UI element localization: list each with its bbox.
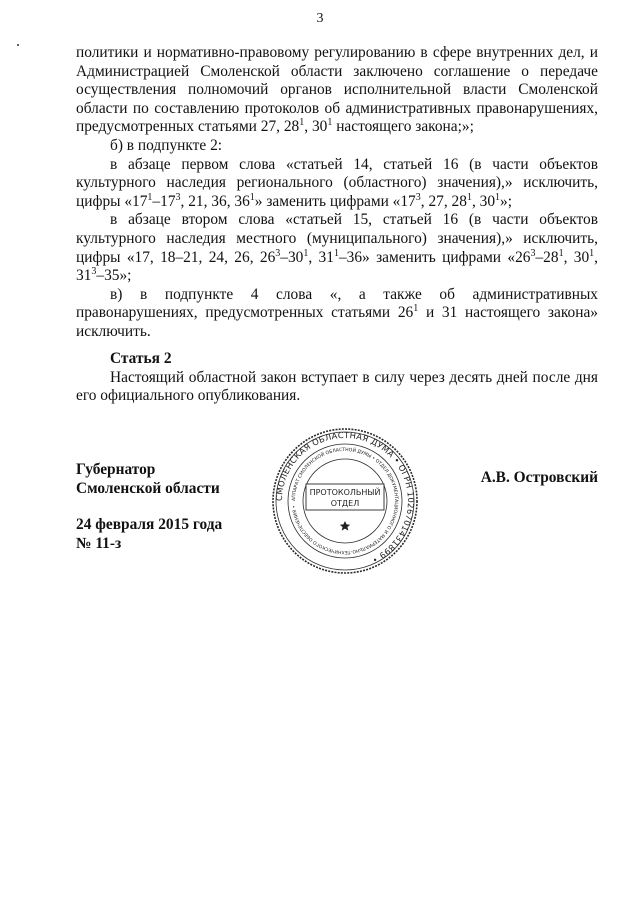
paragraph: в) в подпункте 4 слова «, а также об административных правонарушениях, предусмотренных статьями $26^1$ и 31 настоящего закона» исключить.	[76, 285, 598, 340]
seal-outer-text: СМОЛЕНСКАЯ ОБЛАСТНАЯ ДУМА • ОГРН 1026701431899 •	[273, 429, 417, 566]
signatory-name: А.В. Островский	[480, 469, 598, 486]
superscript: 1	[333, 247, 339, 259]
superscript: 1	[589, 247, 595, 259]
superscript: 1	[303, 247, 309, 259]
signatory-position-line1: Губернатор	[76, 461, 156, 478]
signature-block	[76, 460, 222, 553]
superscript: 1	[558, 247, 564, 259]
paragraph: б) в подпункте 2:	[110, 136, 223, 154]
article-body: Настоящий областной закон вступает в силу через десять дней после дня его официального опубликования.	[76, 368, 598, 405]
superscript: 1	[299, 117, 305, 129]
seal-center-line2: ОТДЕЛ	[330, 499, 360, 508]
superscript: 1	[466, 191, 472, 203]
paragraph: политики и нормативно-правовому регулированию в сфере внутренних дел, и Администрацией Смоленской области заключено соглашение о передаче осуществления полномочий органов исполнительной власти Смоленской области по составлению протоколов об административных правонарушениях, предусмотренных статьями 27, $28^1$, $30^1$ настоящего закона;»;	[76, 44, 598, 136]
paragraph: в абзаце первом слова «статьей 14, статьей 16 (в части объектов культурного наследия регионального (областного) значения),» исключить, цифры «$17^1-17^3$, 21, 36, $36^1$» заменить цифрами «$17^3$, 27, $28^1$, $30^1$»;	[76, 155, 598, 210]
superscript: 3	[530, 247, 536, 259]
paragraph: в абзаце втором слова «статьей 15, статьей 16 (в части объектов культурного наследия местного (муниципального) значения),» исключить, цифры «17, 18–21, 24, 26, $26^3-30^1$, $31^1-36$» заменить цифрами «$26^3-28^1$, $30^1$, $31^3-35$»;	[76, 211, 598, 285]
law-number: № 11-з	[76, 535, 122, 552]
law-date: 24 февраля 2015 года	[76, 516, 223, 533]
seal-star-icon	[340, 521, 350, 531]
date-block	[76, 515, 222, 553]
superscript: 1	[495, 191, 501, 203]
article-title: Статья 2	[110, 350, 172, 367]
scan-speck	[17, 44, 19, 46]
superscript: 1	[327, 117, 333, 129]
superscript: 1	[147, 191, 153, 203]
superscript: 1	[413, 303, 419, 315]
page-number: 3	[316, 11, 324, 26]
superscript: 3	[91, 266, 97, 277]
seal-inner-text: АППАРАТ СМОЛЕНСКОЙ ОБЛАСТНОЙ ДУМЫ • ОТДЕЛ ДОКУМЕНТАЦИОННОГО И МАТЕРИАЛЬНО-ТЕХНИЧЕСКОГО ОБЕСПЕЧЕНИЯ •	[291, 447, 399, 555]
superscript: 1	[249, 191, 255, 203]
superscript: 3	[175, 191, 181, 203]
article-2	[76, 350, 598, 406]
official-seal	[270, 426, 420, 576]
superscript: 3	[275, 247, 281, 259]
superscript: 3	[415, 191, 421, 203]
seal-center-line1: ПРОТОКОЛЬНЫЙ	[309, 488, 381, 497]
amendment-text	[76, 44, 598, 342]
signatory-position-line2: Смоленской области	[76, 480, 220, 497]
